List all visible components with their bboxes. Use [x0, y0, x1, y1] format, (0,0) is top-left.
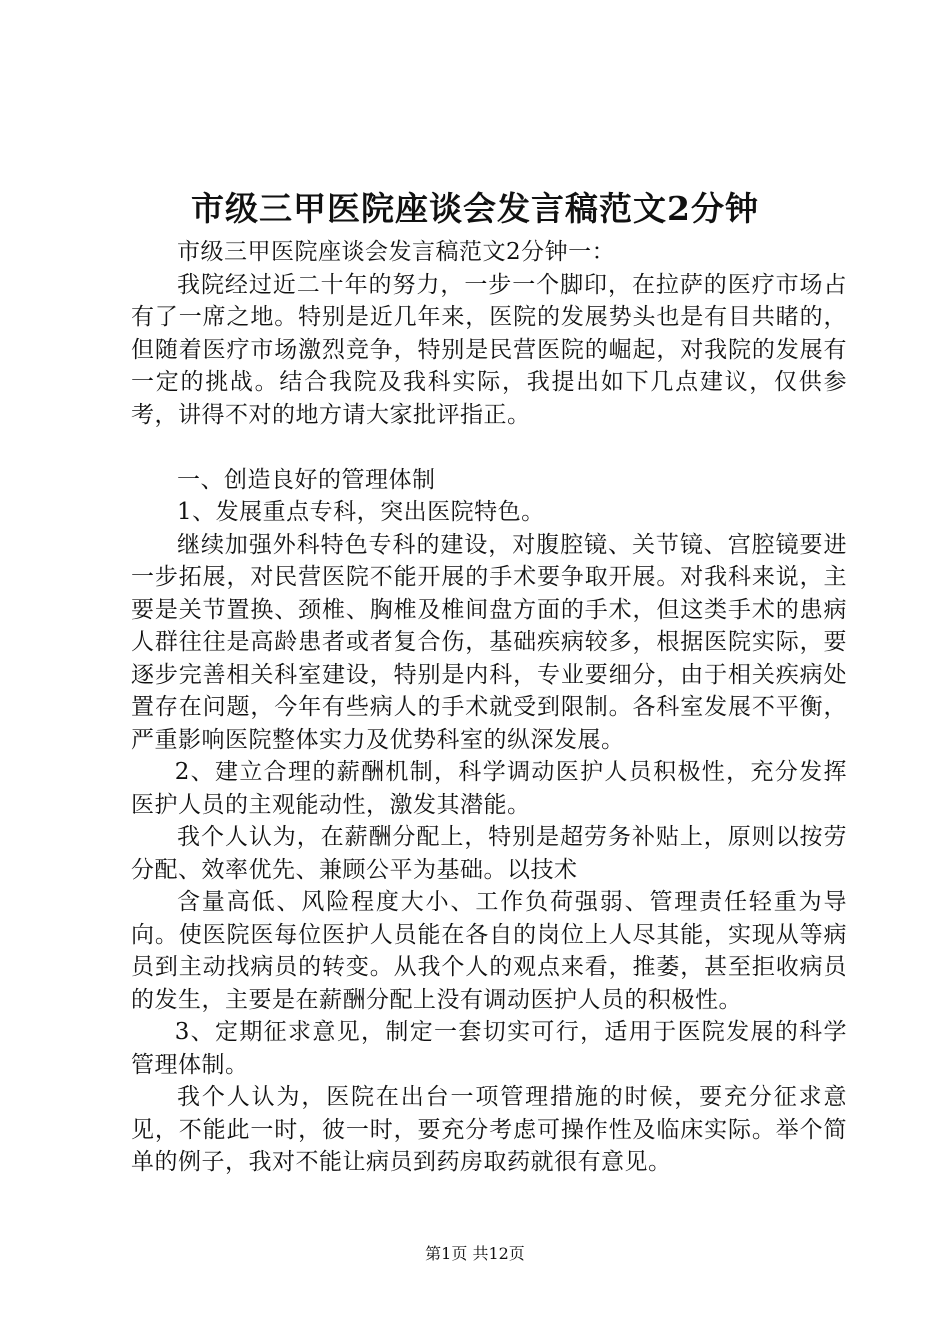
document-body [131, 236, 847, 1179]
paragraph-orientation: 含量高低、风险程度大小、工作负荷强弱、管理责任轻重为导向。使医院医每位医护人员能在各自的岗位上人尽其能，实现从等病员到主动找病员的转变。从我个人的观点来看，推萎，甚至拒收病员的发生，主要是在薪酬分配上没有调动医护人员的积极性。 [131, 889, 847, 1013]
page-footer: 第1页 共12页 [425, 1244, 525, 1263]
paragraph-opening: 我院经过近二十年的努力，一步一个脚印，在拉萨的医疗市场占有了一席之地。特别是近几年来，医院的发展势头也是有目共睹的，但随着医疗市场激烈竞争，特别是民营医院的崛起，对我院的发展有一定的挑战。结合我院及我科实际，我提出如下几点建议，仅供参考，讲得不对的地方请大家批评指正。 [131, 271, 847, 428]
paragraph-opinion: 我个人认为，医院在出台一项管理措施的时候，要充分征求意见，不能此一时，彼一时，要充分考虑可操作性及临床实际。举个简单的例子，我对不能让病员到药房取药就很有意见。 [131, 1084, 847, 1175]
paragraph-salary: 我个人认为，在薪酬分配上，特别是超劳务补贴上，原则以按劳分配、效率优先、兼顾公平为基础。以技术 [131, 824, 847, 883]
paragraph-intro: 市级三甲医院座谈会发言稿范文2分钟一： [177, 239, 616, 265]
paragraph-specialty: 继续加强外科特色专科的建设，对腹腔镜、关节镜、宫腔镜要进一步拓展，对民营医院不能开展的手术要争取开展。对我科来说，主要是关节置换、颈椎、胸椎及椎间盘方面的手术，但这类手术的患病人群往往是高龄患者或者复合伤，基础疾病较多，根据医院实际，要逐步完善相关科室建设，特别是内科，专业要细分，由于相关疾病处置存在问题，今年有些病人的手术就受到限制。各科室发展不平衡，严重影响医院整体实力及优势科室的纵深发展。 [131, 531, 847, 753]
paragraph-spacer [131, 431, 847, 464]
section-heading: 一、创造良好的管理体制 [177, 466, 436, 493]
subheading-3: 3、定期征求意见，制定一套切实可行，适用于医院发展的科学管理体制。 [131, 1019, 847, 1078]
subheading-2: 2、建立合理的薪酬机制，科学调动医护人员积极性，充分发挥医护人员的主观能动性，激发其潜能。 [131, 759, 847, 818]
subheading-1: 1、发展重点专科，突出医院特色。 [177, 499, 545, 525]
document-title: 市级三甲医院座谈会发言稿范文2分钟 [191, 189, 759, 228]
